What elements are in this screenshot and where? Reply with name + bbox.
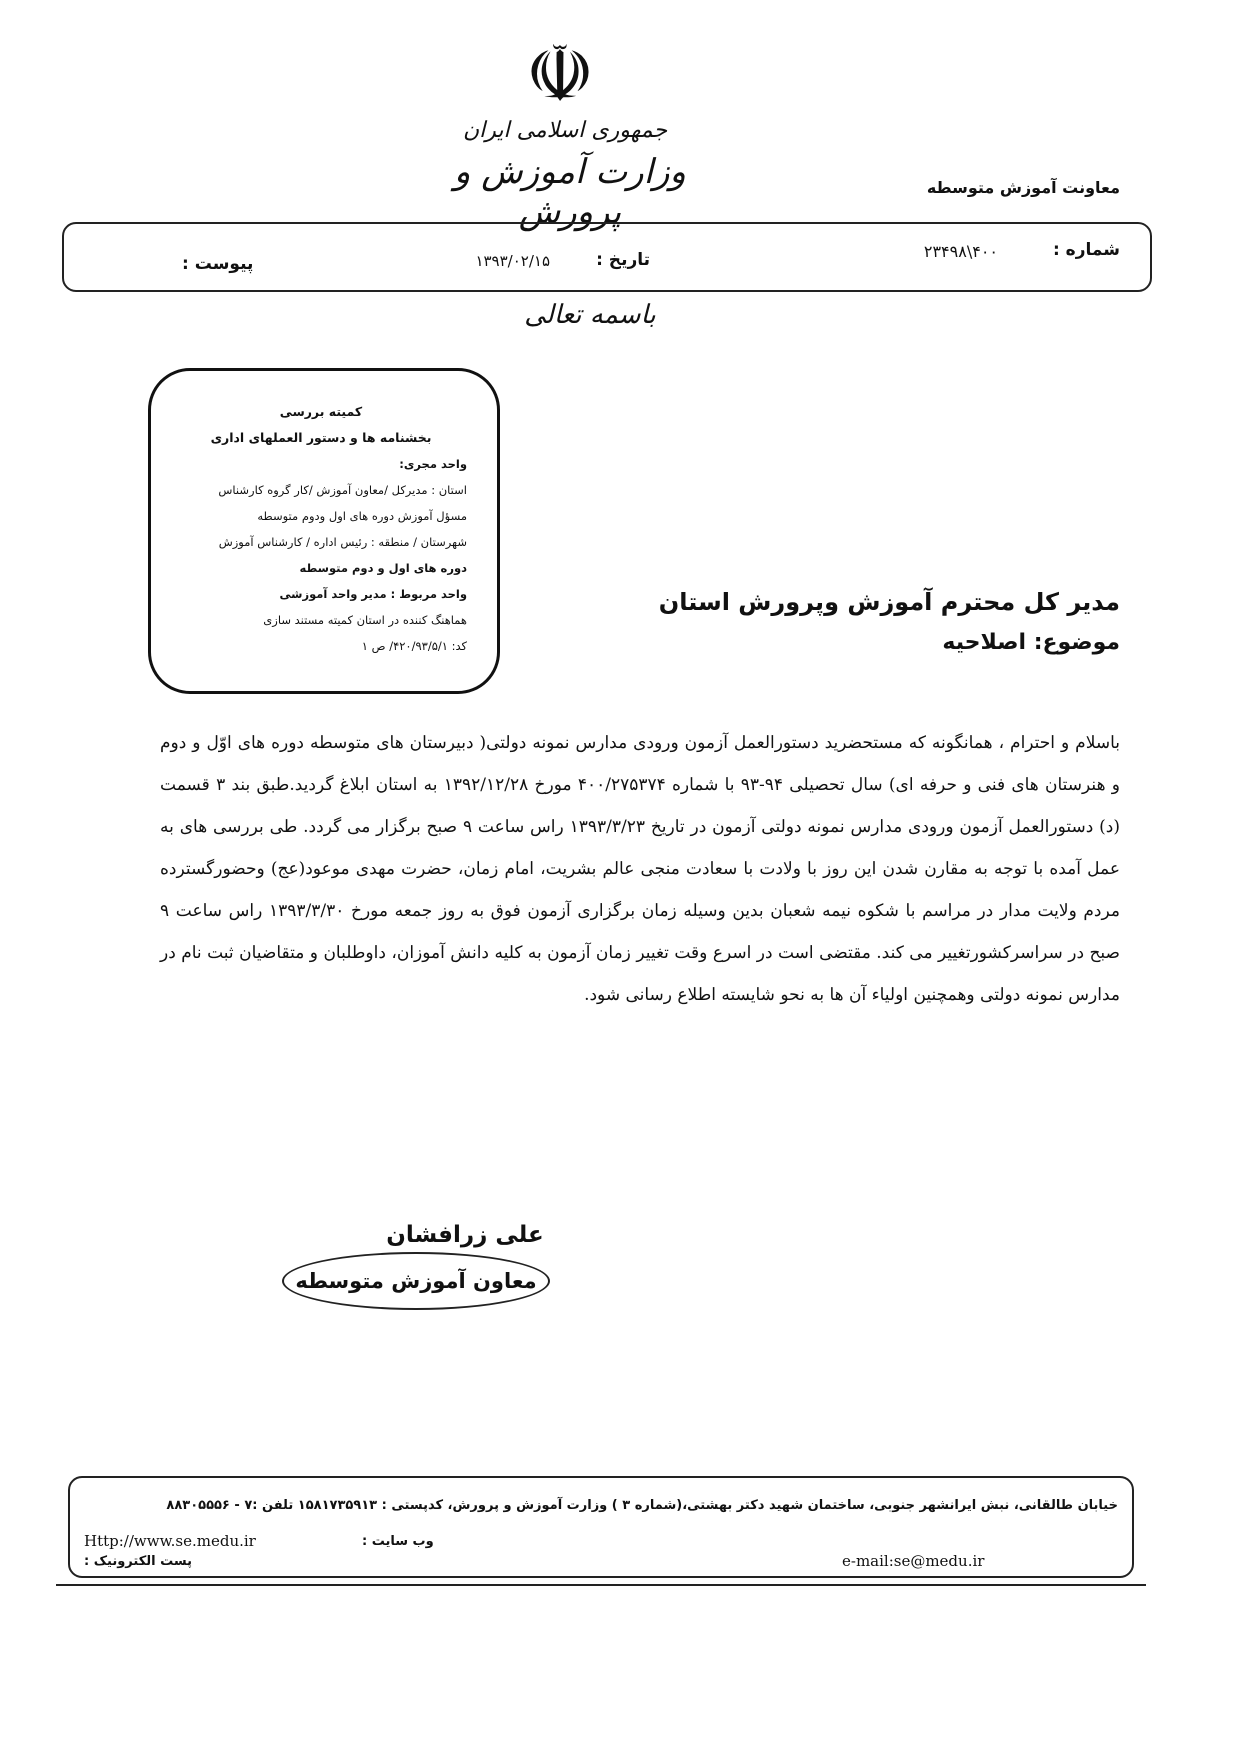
national-emblem-icon: ☫ — [525, 30, 595, 120]
review-line: بخشنامه ها و دستور العملهای اداری — [210, 430, 432, 445]
review-line: کمیته بررسی — [279, 404, 363, 419]
footer-box — [68, 1476, 1134, 1578]
review-line: کد: ۴۲۰/۹۳/۵/۱/ ص ۱ — [361, 639, 467, 653]
website-link[interactable]: Http://www.se.medu.ir — [84, 1532, 256, 1550]
review-line: شهرستان / منطقه : رئیس اداره / کارشناس آموزش — [218, 535, 467, 549]
footer-address: خیابان طالقانی، نبش ایرانشهر جنوبی، ساختمان شهید دکتر بهشتی،(شماره ۳ ) وزارت آموزش و پرورش، کدپستی : ۱۵۸۱۷۳۵۹۱۳ تلفن :۷ - ۸۸۳۰۵۵۵۶ — [166, 1498, 1118, 1513]
date-label: تاریخ : — [596, 250, 650, 270]
invocation-heading: باسمه تعالی — [524, 300, 656, 330]
number-value: ۴۰۰\۲۳۴۹۸ — [923, 242, 998, 261]
review-line: واحد مربوط : مدیر واحد آموزشی — [279, 587, 467, 601]
email-label: پست الکترونیک : — [84, 1554, 192, 1569]
review-line: واحد مجری: — [399, 457, 467, 471]
signatory-name: علی زرافشان — [386, 1222, 544, 1248]
ministry-name: وزارت آموزش و پرورش — [454, 152, 686, 232]
reference-bar — [62, 222, 1152, 292]
number-label: شماره : — [1052, 240, 1120, 260]
website-label: وب سایت : — [362, 1534, 434, 1549]
department-name: معاونت آموزش متوسطه — [926, 178, 1120, 197]
letter-body: باسلام و احترام ، همانگونه که مستحضرید دستورالعمل آزمون ورودی مدارس نمونه دولتی( دبیرستان های متوسطه دوره های اوّل و دوم و هنرستان های فنی و حرفه ای) سال تحصیلی ۹۴-۹۳ با شماره ۴۰۰/۲۷۵۳۷۴ مورخ ۱۳۹۲/۱۲/۲۸ به استان ابلاغ گردید.طبق بند ۳ قسمت (د) دستورالعمل آزمون ورودی مدارس نمونه دولتی آزمون در تاریخ ۱۳۹۳/۳/۲۳ راس ساعت ۹ صبح برگزار می گردد. طی بررسی های به عمل آمده با توجه به مقارن شدن این روز با ولادت با سعادت منجی عالم بشریت، امام زمان، حضرت مهدی موعود(عج) وحضورگسترده مردم ولایت مدار در مراسم با شکوه نیمه شعبان بدین وسیله زمان برگزاری آزمون فوق به روز جمعه مورخ ۱۳۹۳/۳/۳۰ راس ساعت ۹ صبح در سراسرکشورتغییر می کند. مقتضی است در اسرع وقت تغییر زمان آزمون به کلیه دانش آموزان، داوطلبان و متقاضیان ثبت نام در مدارس نمونه دولتی وهمچنین اولیاء آن ها به نحو شایسته اطلاع رسانی شود. — [160, 733, 1120, 1005]
attachment-label: پیوست : — [182, 254, 254, 274]
review-committee-box — [148, 368, 500, 694]
email-link[interactable]: e-mail:se@medu.ir — [842, 1552, 985, 1570]
review-line: استان : مدیرکل /معاون آموزش /کار گروه کارشناس — [218, 483, 467, 497]
review-line: دوره های اول و دوم متوسطه — [299, 561, 467, 575]
review-line: مسؤل آموزش دوره های اول ودوم متوسطه — [257, 509, 467, 523]
addressee: مدیر کل محترم آموزش وپرورش استان — [658, 588, 1120, 616]
review-line: هماهنگ کننده در استان کمیته مستند سازی — [263, 613, 467, 627]
date-value: ۱۳۹۳/۰۲/۱۵ — [475, 252, 550, 270]
signatory-title-stamp — [282, 1252, 550, 1310]
signatory-title: معاون آموزش متوسطه — [295, 1269, 537, 1293]
subject-line: موضوع: اصلاحیه — [942, 630, 1120, 655]
country-name: جمهوری اسلامی ایران — [462, 118, 668, 143]
footer-rule — [56, 1584, 1146, 1586]
